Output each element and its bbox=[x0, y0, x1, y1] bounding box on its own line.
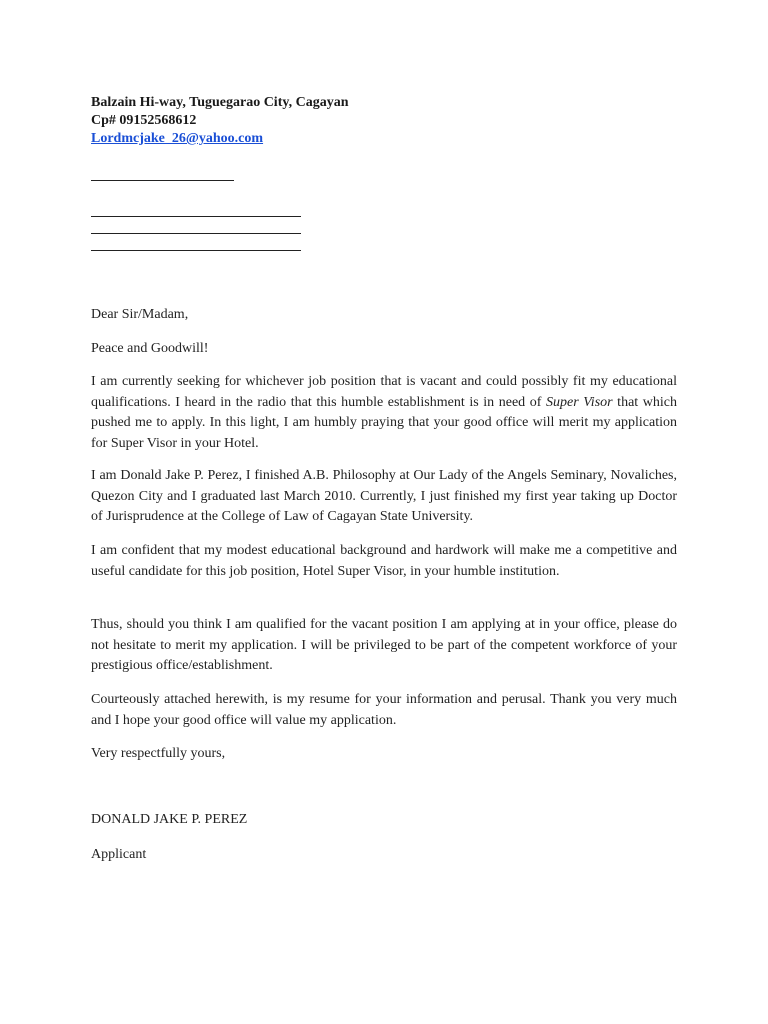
paragraph-1-emphasis: Super Visor bbox=[546, 394, 613, 410]
paragraph-3: I am confident that my modest educational background and hardwork will make me a competitive and useful candidate for this job position, Hotel Super Visor, in your humble institution. bbox=[91, 543, 677, 579]
date-blank-line bbox=[91, 180, 234, 181]
paragraph-1-part-2: that which pushed me to apply. In this light, I am humbly praying that your good office will merit my application for Super Visor in your Hotel. bbox=[91, 394, 677, 451]
greeting: Peace and Goodwill! bbox=[91, 341, 209, 356]
signature-name: DONALD JAKE P. PEREZ bbox=[91, 812, 248, 827]
recipient-blank-line-1 bbox=[91, 216, 301, 217]
closing: Very respectfully yours, bbox=[91, 746, 226, 761]
recipient-blank-line-3 bbox=[91, 250, 301, 251]
paragraph-1 bbox=[91, 372, 677, 454]
sender-block bbox=[91, 94, 348, 148]
sender-address: Balzain Hi-way, Tuguegarao City, Cagayan bbox=[91, 95, 349, 110]
signature-title: Applicant bbox=[91, 847, 147, 862]
sender-email-link[interactable]: Lordmcjake_26@yahoo.com bbox=[91, 131, 264, 146]
paragraph-2: I am Donald Jake P. Perez, I finished A.B. Philosophy at Our Lady of the Angels Seminary, Novaliches, Quezon City and I graduated last March 2010. Currently, I just finished my first year taking up Doctor of Jurisprudence at the College of Law of Cagayan State University. bbox=[91, 468, 677, 524]
paragraph-5: Courteously attached herewith, is my resume for your information and perusal. Thank you very much and I hope your good office will value my application. bbox=[91, 692, 677, 728]
salutation: Dear Sir/Madam, bbox=[91, 307, 189, 322]
paragraph-1-part-1: I am currently seeking for whichever job position that is vacant and could possibly fit my educational qualifications. I heard in the radio that this humble establishment is in need of bbox=[91, 374, 677, 410]
recipient-blank-line-2 bbox=[91, 233, 301, 234]
paragraph-4: Thus, should you think I am qualified for the vacant position I am applying at in your office, please do not hesitate to merit my application. I will be privileged to be part of the competent workforce of your prestigious office/establishment. bbox=[91, 617, 677, 673]
sender-phone: Cp# 09152568612 bbox=[91, 113, 197, 128]
